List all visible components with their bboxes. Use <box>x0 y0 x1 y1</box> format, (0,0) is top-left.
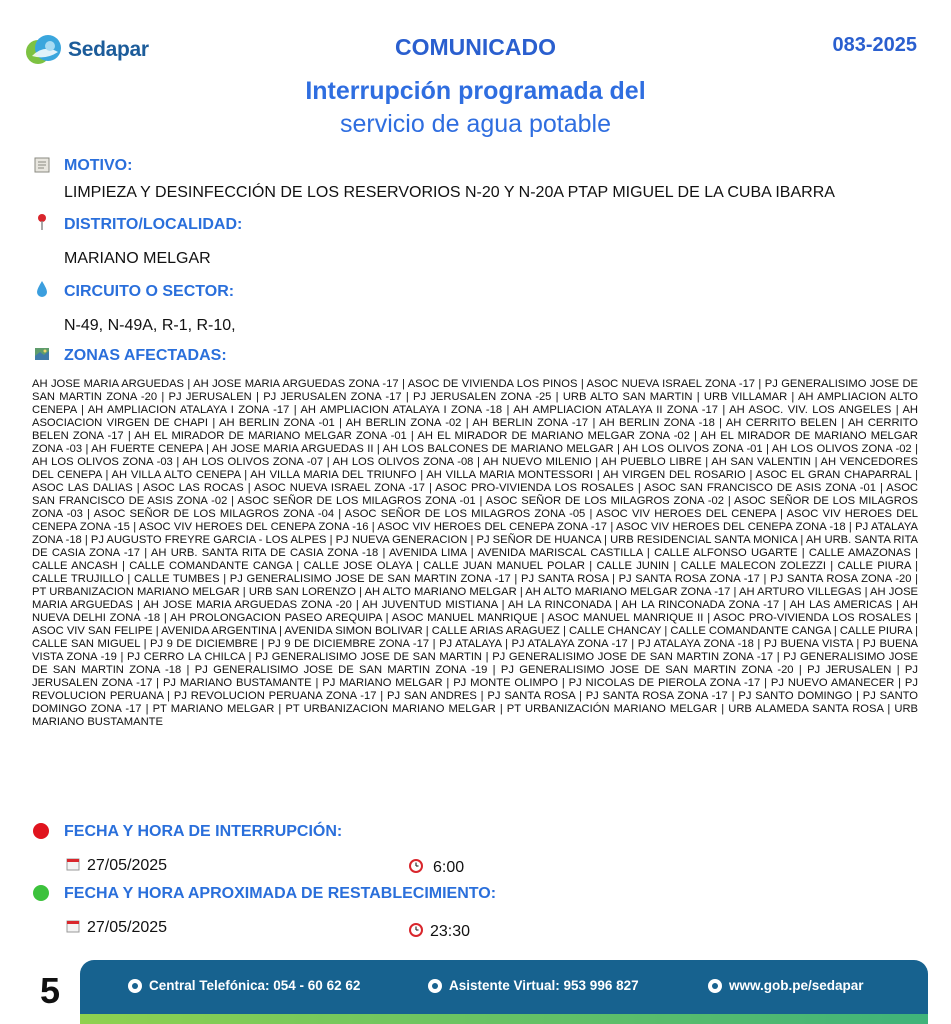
brand-name: Sedapar <box>68 38 149 61</box>
globe-icon <box>708 979 722 993</box>
interrupcion-date: 27/05/2025 <box>87 857 168 874</box>
interrupcion-label: FECHA Y HORA DE INTERRUPCIÓN: <box>64 823 343 840</box>
alarm-clock-icon <box>408 921 424 937</box>
calendar-icon <box>66 857 80 871</box>
water-drop-icon <box>36 280 48 298</box>
circuito-label: CIRCUITO O SECTOR: <box>64 283 235 300</box>
comunicado-number: 083-2025 <box>832 34 917 56</box>
footer-assistant-text: Asistente Virtual: 953 996 827 <box>449 978 639 993</box>
phone-icon <box>128 979 142 993</box>
map-icon <box>34 346 50 362</box>
distrito-label: DISTRITO/LOCALIDAD: <box>64 216 243 233</box>
document-icon <box>34 157 50 173</box>
whatsapp-icon <box>428 979 442 993</box>
alarm-clock-icon <box>408 857 424 873</box>
footer-web[interactable] <box>708 978 864 993</box>
motivo-value: LIMPIEZA Y DESINFECCIÓN DE LOS RESERVORIOS N-20 Y N-20A PTAP MIGUEL DE LA CUBA IBARRA <box>64 184 835 201</box>
zonas-label: ZONAS AFECTADAS: <box>64 347 227 364</box>
location-pin-icon <box>36 213 48 231</box>
restablecimiento-date: 27/05/2025 <box>87 919 168 936</box>
circuito-value: N-49, N-49A, R-1, R-10, <box>64 317 236 334</box>
footer-green-stripe <box>80 1014 928 1024</box>
footer-phone[interactable] <box>128 978 360 993</box>
restablecimiento-time: 23:30 <box>430 923 471 940</box>
title-line-2: servicio de agua potable <box>339 110 612 138</box>
footer-phone-text: Central Telefónica: 054 - 60 62 62 <box>149 978 361 993</box>
restablecimiento-label: FECHA Y HORA APROXIMADA DE RESTABLECIMIENTO: <box>64 885 497 902</box>
distrito-value: MARIANO MELGAR <box>64 250 211 267</box>
comunicado-heading: COMUNICADO <box>395 34 556 60</box>
footer-bar <box>80 960 928 1024</box>
motivo-label: MOTIVO: <box>64 157 133 174</box>
footer-assistant[interactable] <box>428 978 639 993</box>
calendar-icon <box>66 919 80 933</box>
interrupcion-time: 6:00 <box>433 859 465 876</box>
zonas-afectadas-list: AH JOSE MARIA ARGUEDAS | AH JOSE MARIA ARGUEDAS ZONA -17 | ASOC DE VIVIENDA LOS PINOS | ASOC NUEVA ISRAEL ZONA -17 | PJ GENERALISIMO JOSE DE SAN MARTIN ZONA -20 | PJ JERUSALEN | PJ JERUSALEN ZONA -17 | PJ JERUSALEN ZONA -25 | URB ALTO SAN MARTIN | URB VILLAMAR | AH AMPLIACION ALTO CENEPA | AH AMPLIACION ATALAYA I ZONA -17 | AH AMPLIACION ATALAYA I ZONA -18 | AH AMPLIACION ATALAYA II ZONA -17 | AH ASOC. VIV. LOS ANGELES | AH ASOCIACION VIRGEN DE CHAPI | AH BERLIN ZONA -01 | AH BERLIN ZONA -02 | AH BERLIN ZONA -17 | AH BERLIN ZONA -18 | AH CERRITO BELEN | AH CERRITO BELEN ZONA -17 | AH EL MIRADOR DE MARIANO MELGAR ZONA -01 | AH EL MIRADOR DE MARIANO MELGAR ZONA -02 | AH EL MIRADOR DE MARIANO MELGAR ZONA -03 | AH FUERTE CENEPA | AH JOSE MARIA ARGUEDAS II | AH LOS BALCONES DE MARIANO MELGAR | AH LOS OLIVOS ZONA -01 | AH LOS OLIVOS ZONA -02 | AH LOS OLIVOS ZONA -03 | AH LOS OLIVOS ZONA -07 | AH LOS OLIVOS ZONA -08 | AH NUEVO MILENIO | AH PUEBLO LIBRE | AH SAN VALENTIN | AH VENCEDORES DEL CENEPA | AH VILLA ALTO CENEPA | AH VILLA MARIA DEL TRIUNFO | AH VILLA MARIA MONTESSORI | AH VIRGEN DEL ROSARIO | ASOC EL GRAN CHAPARRAL | ASOC LAS DALIAS | ASOC LAS ROCAS | ASOC NUEVA ISRAEL ZONA -17 | ASOC PRO-VIVIENDA LOS ROSALES | ASOC SAN FRANCISCO DE ASIS ZONA -01 | ASOC SAN FRANCISCO DE ASIS ZONA -02 | ASOC SEÑOR DE LOS MILAGROS ZONA -01 | ASOC SEÑOR DE LOS MILAGROS ZONA -02 | ASOC SEÑOR DE LOS MILAGROS ZONA -03 | ASOC SEÑOR DE LOS MILAGROS ZONA -04 | ASOC SEÑOR DE LOS MILAGROS ZONA -05 | ASOC VIV HEROES DEL CENEPA | ASOC VIV HEROES DEL CENEPA ZONA -15 | ASOC VIV HEROES DEL CENEPA ZONA -16 | ASOC VIV HEROES DEL CENEPA ZONA -17 | ASOC VIV HEROES DEL CENEPA ZONA -18 | PJ ATALAYA ZONA -18 | PJ AUGUSTO FREYRE GARCIA - LOS ALPES | PJ NUEVA GENERACION | PJ SEÑOR DE HUANCA | URB RESIDENCIAL SANTA MONICA | AH URB. SANTA RITA DE CASIA ZONA -17 | AH URB. SANTA RITA DE CASIA ZONA -18 | AVENIDA LIMA | AVENIDA MARISCAL CASTILLA | CALLE ALFONSO UGARTE | CALLE AMAZONAS | CALLE ANCASH | CALLE COMANDANTE CANGA | CALLE JOSE OLAYA | CALLE JUAN MANUEL POLAR | CALLE JUNIN | CALLE MALECON ZOLEZZI | CALLE PIURA | CALLE TRUJILLO | CALLE TUMBES | PJ GENERALISIMO JOSE DE SAN MARTIN ZONA -17 | PJ SANTA ROSA | PJ SANTA ROSA ZONA -17 | PJ SANTA ROSA ZONA -20 | PT URBANIZACION MARIANO MELGAR | URB SAN LORENZO | AH ALTO MARIANO MELGAR | AH ALTO MARIANO MELGAR ZONA -17 | AH ARTURO VILLEGAS | AH JOSE MARIA ARGUEDAS | AH JOSE MARIA ARGUEDAS ZONA -20 | AH JUVENTUD MISTIANA | AH LA RINCONADA | AH LA RINCONADA ZONA -17 | AH LAS AMERICAS | AH NUEVA DELHI ZONA -18 | AH PROLONGACION PASEO AREQUIPA | ASOC MANUEL MANRIQUE | ASOC MANUEL MANRIQUE II | ASOC PRO-VIVIENDA LOS ROSALES | ASOC VIV SAN FELIPE | AVENIDA ARGENTINA | AVENIDA SIMON BOLIVAR | CALLE ARIAS ARAGUEZ | CALLE CHANCAY | CALLE COMANDANTE CANGA | CALLE PIURA | CALLE SAN MIGUEL | PJ 9 DE DICIEMBRE | PJ 9 DE DICIEMBRE ZONA -17 | PJ ATALAYA | PJ ATALAYA ZONA -17 | PJ ATALAYA ZONA -18 | PJ BUENA VISTA | PJ BUENA VISTA ZONA -19 | PJ CERRO LA CHILCA | PJ GENERALISIMO JOSE DE SAN MARTIN | PJ GENERALISIMO JOSE DE SAN MARTIN ZONA -17 | PJ GENERALISIMO JOSE DE SAN MARTIN ZONA -18 | PJ GENERALISIMO JOSE DE SAN MARTIN ZONA -19 | PJ GENERALISIMO JOSE DE SAN MARTIN ZONA -20 | PJ JERUSALEN | PJ JERUSALEN ZONA -17 | PJ MARIANO BUSTAMANTE | PJ MARIANO MELGAR | PJ MONTE OLIMPO | PJ NICOLAS DE PIEROLA ZONA -17 | PJ NUEVO AMANECER | PJ REVOLUCION PERUANA | PJ REVOLUCION PERUANA ZONA -17 | PJ SAN ANDRES | PJ SANTA ROSA | PJ SANTA ROSA ZONA -17 | PJ SANTO DOMINGO | PJ SANTO DOMINGO ZONA -17 | PT MARIANO MELGAR | PT URBANIZACION MARIANO MELGAR | PT URBANIZACIÓN MARIANO MELGAR | URB ALAMEDA SANTA ROSA | URB MARIANO BUSTAMANTE <box>32 378 918 728</box>
footer-web-text: www.gob.pe/sedapar <box>729 978 864 993</box>
page-number: 5 <box>40 970 61 1011</box>
title-line-1: Interrupción programada del <box>305 77 646 105</box>
restablecimiento-status-dot <box>33 885 49 901</box>
interrupcion-status-dot <box>33 823 49 839</box>
